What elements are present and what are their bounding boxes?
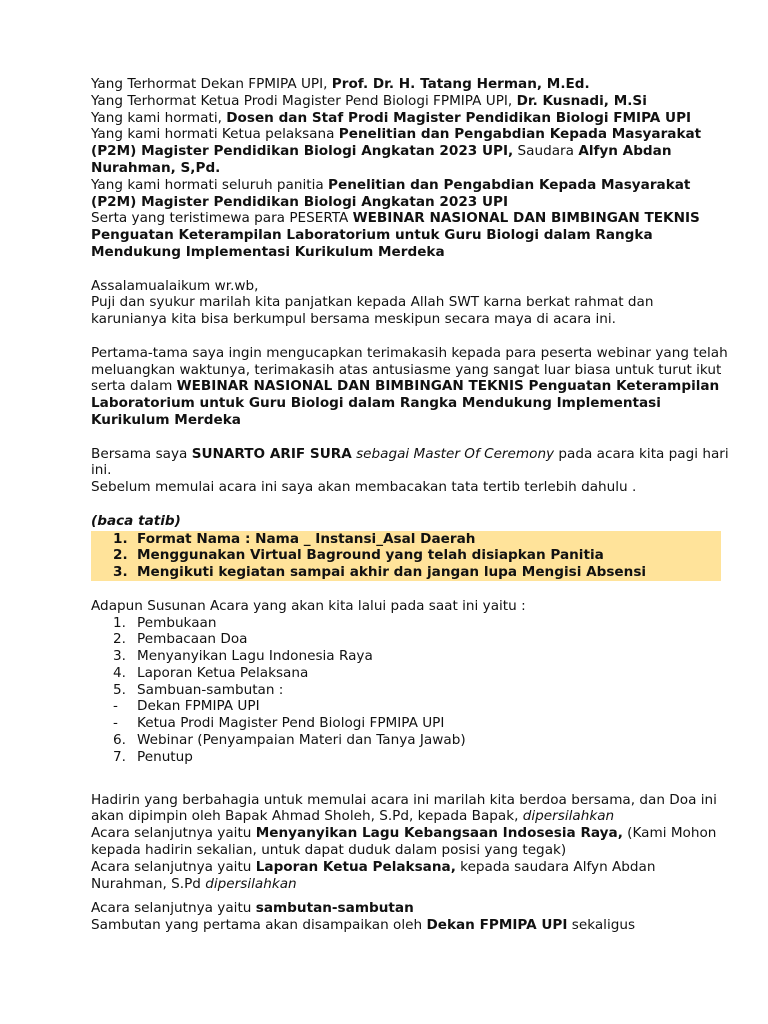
text-run: Yang Terhormat Ketua Prodi Magister Pend Biologi FPMIPA UPI, xyxy=(91,92,517,109)
agenda-item: 6. Webinar (Penyampaian Materi dan Tanya Jawab) xyxy=(113,732,466,749)
agenda-intro: Adapun Susunan Acara yang akan kita lalui pada saat ini yaitu : xyxy=(91,597,526,614)
text-run: Alfyn Abdan Nurahman, S,Pd. xyxy=(91,143,672,176)
text-run: Acara selanjutnya yaitu xyxy=(91,825,256,842)
text-run: Yang kami hormati seluruh panitia xyxy=(91,176,329,193)
text-run: Serta yang teristimewa para PESERTA xyxy=(91,210,353,227)
text-run: dipersilahkan xyxy=(522,808,615,825)
rule-item: 2. Menggunakan Virtual Baground yang telah disiapkan Panitia xyxy=(113,547,604,564)
agenda-item: 4. Laporan Ketua Pelaksana xyxy=(113,664,309,681)
text-run: sebagai Master Of Ceremony xyxy=(356,445,555,462)
text-run: Menyanyikan Lagu Kebangsaan Indosesia Raya, xyxy=(255,825,623,842)
greeting-line xyxy=(91,126,731,176)
greeting-line xyxy=(91,76,731,93)
rules-heading: (baca tatib) xyxy=(91,512,181,529)
greeting-line xyxy=(91,177,731,211)
agenda-list xyxy=(91,615,731,699)
mc-section xyxy=(91,446,731,496)
text-run: dipersilahkan xyxy=(205,875,297,892)
rules-intro xyxy=(91,479,731,496)
text-run: Acara selanjutnya yaitu xyxy=(91,858,256,875)
proceedings-section xyxy=(91,792,731,893)
report-paragraph xyxy=(91,859,731,893)
text-run: Laporan Ketua Pelaksana, xyxy=(255,858,456,875)
text-run: Penelitian dan Pengabdian Kepada Masyarakat (P2M) Magister Pendidikan Biologi Angkatan 2023 UPI, xyxy=(91,126,702,160)
text-run: Assalamualaikum wr.wb, xyxy=(91,277,259,294)
gratitude-paragraph xyxy=(91,294,731,328)
agenda-speeches-sublist xyxy=(91,698,731,732)
thanks-paragraph xyxy=(91,345,731,429)
text-run: Dekan FPMIPA UPI xyxy=(426,917,568,934)
text-run: WEBINAR NASIONAL DAN BIMBINGAN TEKNIS Penguatan Keterampilan Laboratorium untuk Guru Biologi dalam Rangka Mendukung Implementasi Kurikulum Merdeka xyxy=(91,378,720,428)
agenda-item: 1. Pembukaan xyxy=(113,614,217,631)
first-speech-line xyxy=(91,917,731,934)
greeting-line xyxy=(91,110,731,127)
rules-list xyxy=(91,531,721,581)
text-run: Sambutan yang pertama akan disampaikan oleh xyxy=(91,917,427,934)
text-run: Yang kami hormati, xyxy=(91,109,227,126)
agenda-list-continued xyxy=(91,732,731,766)
text-run: Penelitian dan Pengabdian Kepada Masyarakat (P2M) Magister Pendidikan Biologi Angkatan 2023 UPI xyxy=(91,176,691,210)
text-run: Hadirin yang berbahagia untuk memulai acara ini marilah kita berdoa bersama, dan Doa ini akan dipimpin oleh Bapak Ahmad Sholeh, S.Pd, kepada Bapak, xyxy=(91,791,717,825)
text-run: Yang Terhormat Dekan FPMIPA UPI, xyxy=(91,76,332,92)
text-run: sekaligus xyxy=(567,917,636,934)
text-run: WEBINAR NASIONAL DAN BIMBINGAN TEKNIS Penguatan Keterampilan Laboratorium untuk Guru Biologi dalam Rangka Mendukung Implementasi Kurikulum Merdeka xyxy=(91,210,700,260)
agenda-item: 3. Menyanyikan Lagu Indonesia Raya xyxy=(113,648,373,665)
text-run: kepada saudara Alfyn Abdan Nurahman, S.Pd xyxy=(91,858,656,892)
anthem-paragraph xyxy=(91,825,731,859)
text-run: Prof. Dr. H. Tatang Herman, M.Ed. xyxy=(331,76,590,92)
text-run: Dr. Kusnadi, M.Si xyxy=(516,92,647,109)
salutation xyxy=(91,278,731,295)
agenda-item: 5. Sambuan-sambutan : xyxy=(113,681,284,698)
rule-item: 1. Format Nama : Nama _ Instansi_Asal Daerah xyxy=(113,530,476,547)
text-run: Acara selanjutnya yaitu xyxy=(91,900,256,917)
closing-section xyxy=(91,900,731,934)
agenda-item: 2. Pembacaan Doa xyxy=(113,631,248,648)
text-run: SUNARTO ARIF SURA xyxy=(191,445,352,462)
text-run: Sebelum memulai acara ini saya akan membacakan tata tertib terlebih dahulu . xyxy=(91,479,637,496)
text-run: Bersama saya xyxy=(91,445,192,462)
rule-item: 3. Mengikuti kegiatan sampai akhir dan jangan lupa Mengisi Absensi xyxy=(113,564,647,581)
agenda-subitem: - Dekan FPMIPA UPI xyxy=(113,698,260,715)
document-page xyxy=(91,76,731,934)
text-run: Saudara xyxy=(513,143,579,160)
greetings-section xyxy=(91,76,731,261)
text-run: sambutan-sambutan xyxy=(255,900,414,917)
opening-section xyxy=(91,278,731,328)
agenda-item: 7. Penutup xyxy=(113,748,193,765)
text-run: Yang kami hormati Ketua pelaksana xyxy=(91,126,339,143)
mc-intro xyxy=(91,446,731,480)
text-run: Puji dan syukur marilah kita panjatkan kepada Allah SWT karna berkat rahmat dan karunianya kita bisa berkumpul bersama meskipun secara maya di acara ini. xyxy=(91,294,654,328)
text-run: Dosen dan Staf Prodi Magister Pendidikan Biologi FMIPA UPI xyxy=(226,109,692,126)
text-run: (Kami Mohon kepada hadirin sekalian, untuk dapat duduk dalam posisi yang tegak) xyxy=(91,825,717,859)
prayer-paragraph xyxy=(91,792,731,826)
text-run: Pertama-tama saya ingin mengucapkan terimakasih kepada para peserta webinar yang telah meluangkan waktunya, terimakasih atas antusiasme yang sangat luar biasa untuk turut ikut serta dalam xyxy=(91,344,728,395)
agenda-subitem: - Ketua Prodi Magister Pend Biologi FPMIPA UPI xyxy=(113,715,445,732)
text-run: pada acara kita pagi hari ini. xyxy=(91,445,729,479)
greeting-line xyxy=(91,93,731,110)
greeting-line xyxy=(91,210,731,260)
speeches-line xyxy=(91,900,731,917)
